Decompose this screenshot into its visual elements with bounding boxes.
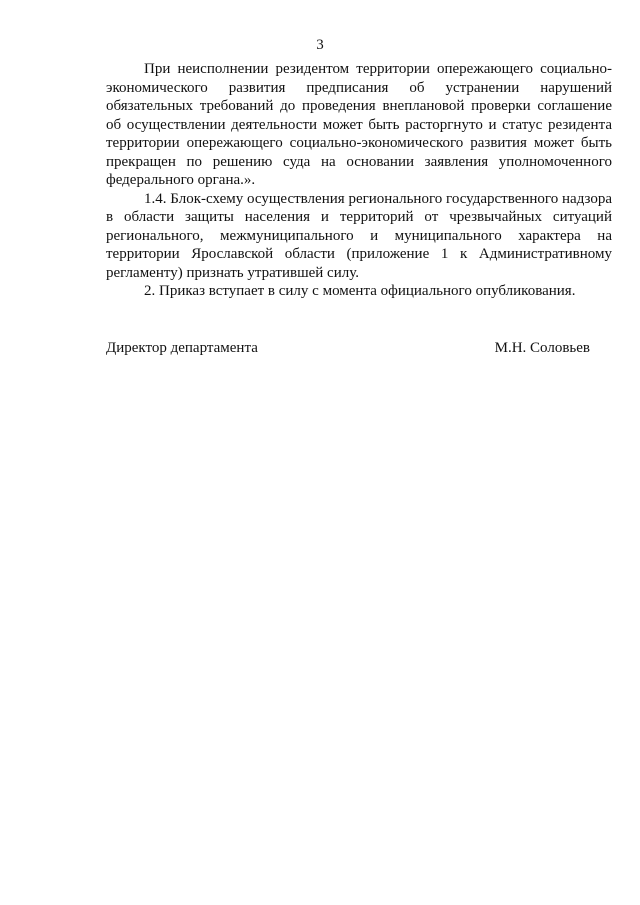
signatory-position: Директор департамента <box>106 340 258 356</box>
signatory-name: М.Н. Соловьев <box>494 340 590 356</box>
paragraph-block-scheme: 1.4. Блок-схему осуществления регионального государственного надзора в области защиты населения и территорий от чрезвычайных ситуаций регионального, межмуниципального и муниципального характера на территории Ярославской области (приложение 1 к Административному регламенту) признать утратившей силу. <box>106 190 612 281</box>
paragraph-resident-termination: При неисполнении резидентом территории опережающего социально-экономического развития предписания об устранении нарушений обязательных требований до проведения внеплановой проверки соглашение об осуществлении деятельности может быть расторгнуто и статус резидента территории опережающего социально-экономического развития может быть прекращен по решению суда на основании заявления уполномоченного федерального органа.». <box>106 61 612 188</box>
paragraph-effective-date: 2. Приказ вступает в силу с момента официального опубликования. <box>144 283 576 299</box>
page-number: 3 <box>316 37 324 53</box>
document-body <box>106 60 612 301</box>
signature-block <box>106 339 590 357</box>
